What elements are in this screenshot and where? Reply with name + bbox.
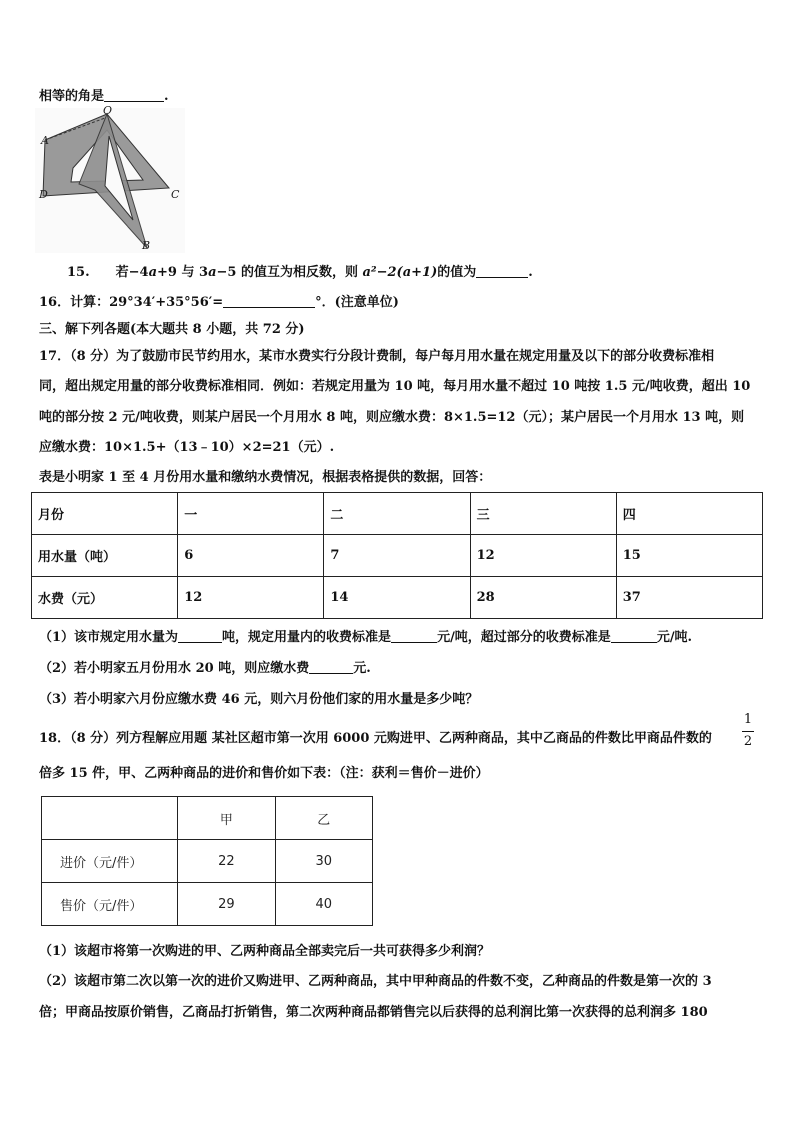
table-row: 进价（元/件） 22 30	[42, 840, 373, 883]
q17-blank-3[interactable]	[611, 629, 657, 643]
q17-sub2: （2）若小明家五月份用水 20 吨，则应缴水费 元.	[39, 661, 371, 676]
q17-line2: 同，超出规定用量的部分收费标准相同．例如：若规定用量为 10 吨，每月用水量不超过 10 吨按 1.5 元/吨收费，超出 10	[39, 379, 751, 394]
fraction-bar	[742, 731, 754, 732]
q16-answer-blank[interactable]	[223, 294, 315, 308]
q17-blank-1[interactable]	[178, 629, 222, 643]
fraction-denominator: 2	[743, 734, 753, 749]
table-row: 月份 一 二 三 四	[32, 493, 763, 535]
section-three-heading: 三、解下列各题(本大题共 8 小题，共 72 分)	[39, 322, 305, 337]
q15-answer-blank[interactable]	[476, 264, 528, 278]
q17-sub1: （1）该市规定用水量为 吨，规定用量内的收费标准是 元/吨，超过部分的收费标准是 元/吨.	[39, 630, 693, 645]
q17-line3: 吨的部分按 2 元/吨收费，则某户居民一个月用水 8 吨，则应缴水费：8×1.5=12（元）；某户居民一个月用水 13 吨，则	[39, 410, 745, 425]
label-c: C	[171, 188, 180, 201]
q18-sub2-line2: 倍；甲商品按原价销售，乙商品打折销售，第二次两种商品都销售完以后获得的总利润比第一次获得的总利润多 180	[39, 1005, 708, 1020]
table-row: 用水量（吨） 6 7 12 15	[32, 535, 763, 577]
label-o: O	[103, 104, 113, 117]
q16: 16．计算：29°34′+35°56′= °．(注意单位)	[39, 295, 399, 310]
q18-line1: 18．（8 分）列方程解应用题 某社区超市第一次用 6000 元购进甲、乙两种商品，其中乙商品的件数比甲商品件数的	[39, 731, 712, 746]
q17-intro: 表是小明家 1 至 4 月份用水量和缴纳水费情况，根据表格提供的数据，回答：	[39, 470, 492, 485]
q18-sub1: （1）该超市将第一次购进的甲、乙两种商品全部卖完后一共可获得多少利润？	[39, 944, 491, 959]
q17-blank-4[interactable]	[309, 660, 353, 674]
q18-sub2-line1: （2）该超市第二次以第一次的进价又购进甲、乙两种商品，其中甲种商品的件数不变，乙种商品的件数是第一次的 3	[39, 974, 712, 989]
set-squares-diagram	[35, 108, 185, 253]
q15: 15. 若−4a+9 与 3a−5 的值互为相反数，则 a²−2(a+1)的值为 .	[67, 265, 533, 280]
table-row: 甲 乙	[42, 797, 373, 840]
fraction-numerator: 1	[743, 712, 753, 727]
q14-tail: 相等的角是 .	[39, 89, 169, 104]
q17-blank-2[interactable]	[391, 629, 437, 643]
label-b: B	[142, 239, 151, 252]
table-row: 售价（元/件） 29 40	[42, 883, 373, 926]
q14-answer-blank[interactable]	[104, 88, 164, 102]
water-usage-table	[31, 492, 763, 619]
q17-sub3: （3）若小明家六月份应缴水费 46 元，则六月份他们家的用水量是多少吨？	[39, 692, 479, 707]
table-row: 水费（元） 12 14 28 37	[32, 577, 763, 619]
triangle-figure	[35, 104, 185, 253]
price-table	[41, 796, 373, 926]
label-a: A	[41, 134, 49, 147]
q18-line2: 倍多 15 件，甲、乙两种商品的进价和售价如下表：（注：获利＝售价－进价）	[39, 766, 489, 781]
q17-line1: 17．（8 分）为了鼓励市民节约用水，某市水费实行分段计费制，每户每月用水量在规定用量及以下的部分收费标准相	[39, 349, 715, 364]
q17-line4: 应缴水费：10×1.5+（13﹣10）×2=21（元）.	[39, 440, 335, 455]
label-d: D	[39, 188, 48, 201]
